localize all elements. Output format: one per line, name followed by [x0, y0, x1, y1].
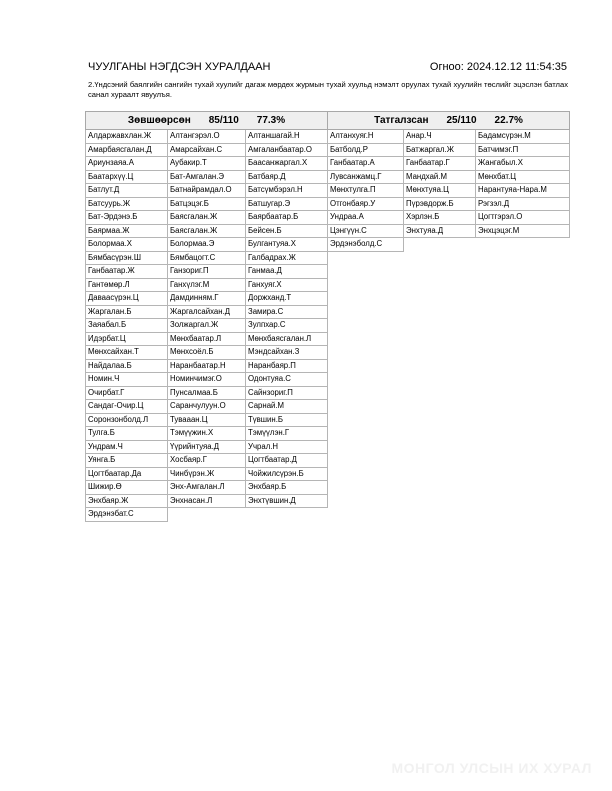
approved-header — [86, 112, 328, 130]
member-name: Баасанжаргал.Х — [246, 157, 328, 171]
member-name: Жангабыл.Х — [476, 157, 570, 171]
approved-names — [86, 130, 328, 522]
member-name: Сарнай.М — [246, 400, 328, 414]
member-name: Галбадрах.Ж — [246, 251, 328, 265]
member-name: Пунсалмаа.Б — [168, 386, 246, 400]
member-name: Номинчимэг.О — [168, 373, 246, 387]
member-name: Дамдинням.Г — [168, 292, 246, 306]
member-name: Бат-Эрдэнэ.Б — [86, 211, 168, 225]
member-name: Болормаа.Э — [168, 238, 246, 252]
name-row — [328, 184, 570, 198]
name-row — [86, 292, 328, 306]
member-name: Хосбаяр.Г — [168, 454, 246, 468]
member-name: Ганхүлэг.М — [168, 278, 246, 292]
empty-cell — [168, 508, 246, 522]
approved-label: Зөвшөөрсөн — [127, 115, 191, 126]
name-row — [86, 238, 328, 252]
member-name: Цэнгүүн.С — [328, 224, 404, 238]
rejected-label: Татгалзсан — [374, 115, 429, 126]
member-name: Нарантуяа-Нара.М — [476, 184, 570, 198]
name-row — [86, 413, 328, 427]
empty-cell — [404, 238, 476, 252]
member-name: Энхбаяр.Ж — [86, 494, 168, 508]
member-name: Лувсанжамц.Г — [328, 170, 404, 184]
name-row — [86, 346, 328, 360]
rejected-count: 25/110 — [446, 115, 477, 126]
approved-percent: 77.3% — [256, 115, 286, 126]
member-name: Ганзориг.П — [168, 265, 246, 279]
name-row — [86, 427, 328, 441]
member-name: Батцэцэг.Б — [168, 197, 246, 211]
member-name: Булгантуяа.Х — [246, 238, 328, 252]
empty-cell — [246, 508, 328, 522]
member-name: Идэрбат.Ц — [86, 332, 168, 346]
member-name: Ганмаа.Д — [246, 265, 328, 279]
name-row — [86, 373, 328, 387]
name-row — [86, 265, 328, 279]
member-name: Батжаргал.Ж — [404, 143, 476, 157]
member-name: Сайнзориг.П — [246, 386, 328, 400]
member-name: Энхтуяа.Д — [404, 224, 476, 238]
member-name: Бадамсүрэн.М — [476, 130, 570, 144]
name-row — [328, 130, 570, 144]
approved-header-row — [86, 112, 328, 130]
member-name: Учрал.Н — [246, 440, 328, 454]
rejected-header — [328, 112, 570, 130]
member-name: Ганбаатар.Г — [404, 157, 476, 171]
approved-count: 85/110 — [208, 115, 239, 126]
member-name: Аубакир.Т — [168, 157, 246, 171]
member-name: Даваасүрэн.Ц — [86, 292, 168, 306]
name-row — [86, 467, 328, 481]
member-name: Жаргалсайхан.Д — [168, 305, 246, 319]
vote-date: Огноо: 2024.12.12 11:54:35 — [429, 61, 567, 73]
session-title: ЧУУЛГАНЫ НЭГДСЭН ХУРАЛДААН — [88, 61, 271, 73]
name-row — [328, 211, 570, 225]
name-row — [86, 157, 328, 171]
member-name: Чойжилсүрэн.Б — [246, 467, 328, 481]
name-row — [86, 278, 328, 292]
name-row — [86, 400, 328, 414]
member-name: Сандаг-Очир.Ц — [86, 400, 168, 414]
name-row — [86, 184, 328, 198]
name-row — [86, 454, 328, 468]
member-name: Пүрэвдорж.Б — [404, 197, 476, 211]
member-name: Номин.Ч — [86, 373, 168, 387]
rejected-votes-table — [327, 111, 570, 252]
member-name: Одонтуяа.С — [246, 373, 328, 387]
document-header — [88, 61, 567, 73]
member-name: Үүрийнтуяа.Д — [168, 440, 246, 454]
member-name: Мөнхтуяа.Ц — [404, 184, 476, 198]
member-name: Ундрам.Ч — [86, 440, 168, 454]
member-name: Бямбацогт.С — [168, 251, 246, 265]
member-name: Энхтүвшин.Д — [246, 494, 328, 508]
name-row — [86, 508, 328, 522]
member-name: Мөнхбаатар.Л — [168, 332, 246, 346]
member-name: Мөнхсоёл.Б — [168, 346, 246, 360]
member-name: Бейсен.Б — [246, 224, 328, 238]
approved-votes-table — [85, 111, 328, 522]
member-name: Наранбаяр.П — [246, 359, 328, 373]
name-row — [86, 332, 328, 346]
member-name: Баясгалан.Ж — [168, 224, 246, 238]
member-name: Алтангэрэл.О — [168, 130, 246, 144]
member-name: Заяабал.Б — [86, 319, 168, 333]
member-name: Рэгзэл.Д — [476, 197, 570, 211]
member-name: Зулпхар.С — [246, 319, 328, 333]
member-name: Ганбаатар.А — [328, 157, 404, 171]
member-name: Алтанхуяг.Н — [328, 130, 404, 144]
member-name: Баясгалан.Ж — [168, 211, 246, 225]
name-row — [86, 130, 328, 144]
name-row — [328, 143, 570, 157]
member-name: Цогтгэрэл.О — [476, 211, 570, 225]
member-name: Батчимэг.П — [476, 143, 570, 157]
member-name: Батшугар.Э — [246, 197, 328, 211]
name-row — [86, 170, 328, 184]
member-name: Найдалаа.Б — [86, 359, 168, 373]
member-name: Бат-Амгалан.Э — [168, 170, 246, 184]
member-name: Гантөмөр.Л — [86, 278, 168, 292]
member-name: Ганхуяг.Х — [246, 278, 328, 292]
member-name: Мөнхбаясгалан.Л — [246, 332, 328, 346]
member-name: Шижир.Ө — [86, 481, 168, 495]
member-name: Батлут.Д — [86, 184, 168, 198]
member-name: Батсуурь.Ж — [86, 197, 168, 211]
name-row — [328, 238, 570, 252]
name-row — [86, 494, 328, 508]
member-name: Анар.Ч — [404, 130, 476, 144]
name-row — [86, 211, 328, 225]
member-name: Баярмаа.Ж — [86, 224, 168, 238]
member-name: Ариунзаяа.А — [86, 157, 168, 171]
agenda-description: 2.Үндсэний баялгийн сангийн тухай хуулийг дагаж мөрдөх журмын тухай хуульд нэмэлт оруулах тухай хуулийн төслийг эцэслэн батлах санал хураалт явуулъя. — [88, 80, 568, 99]
member-name: Тулга.Б — [86, 427, 168, 441]
member-name: Бямбасүрэн.Ш — [86, 251, 168, 265]
member-name: Цогтбаатар.Да — [86, 467, 168, 481]
member-name: Амгаланбаатар.О — [246, 143, 328, 157]
member-name: Ганбаатар.Ж — [86, 265, 168, 279]
member-name: Батнайрамдал.О — [168, 184, 246, 198]
member-name: Тувааан.Ц — [168, 413, 246, 427]
member-name: Баатархүү.Ц — [86, 170, 168, 184]
name-row — [328, 170, 570, 184]
member-name: Мөнхбат.Ц — [476, 170, 570, 184]
name-row — [86, 251, 328, 265]
name-row — [86, 386, 328, 400]
name-row — [86, 143, 328, 157]
member-name: Золжаргал.Ж — [168, 319, 246, 333]
name-row — [86, 224, 328, 238]
member-name: Батсүмбэрэл.Н — [246, 184, 328, 198]
member-name: Болормаа.Х — [86, 238, 168, 252]
name-row — [86, 440, 328, 454]
member-name: Баярбаатар.Б — [246, 211, 328, 225]
member-name: Чинбүрэн.Ж — [168, 467, 246, 481]
member-name: Ундраа.А — [328, 211, 404, 225]
rejected-names — [328, 130, 570, 252]
member-name: Батбаяр.Д — [246, 170, 328, 184]
parliament-watermark: МОНГОЛ УЛСЫН ИХ ХУРАЛ — [391, 760, 592, 776]
member-name: Алтаншагай.Н — [246, 130, 328, 144]
member-name: Соронзонболд.Л — [86, 413, 168, 427]
member-name: Мэндсайхан.З — [246, 346, 328, 360]
member-name: Очирбат.Г — [86, 386, 168, 400]
name-row — [328, 224, 570, 238]
rejected-percent: 22.7% — [494, 115, 523, 126]
name-row — [328, 197, 570, 211]
member-name: Амарбаясгалан.Д — [86, 143, 168, 157]
member-name: Замира.С — [246, 305, 328, 319]
member-name: Эрдэнэбат.С — [86, 508, 168, 522]
member-name: Энх-Амгалан.Л — [168, 481, 246, 495]
empty-cell — [476, 238, 570, 252]
member-name: Энхбаяр.Б — [246, 481, 328, 495]
member-name: Отгонбаяр.У — [328, 197, 404, 211]
member-name: Энхнасан.Л — [168, 494, 246, 508]
member-name: Тэмүүжин.Х — [168, 427, 246, 441]
member-name: Энхцэцэг.М — [476, 224, 570, 238]
member-name: Мөнхтулга.П — [328, 184, 404, 198]
member-name: Наранбаатар.Н — [168, 359, 246, 373]
name-row — [328, 157, 570, 171]
member-name: Мөнхсайхан.Т — [86, 346, 168, 360]
rejected-header-row — [328, 112, 570, 130]
member-name: Тэмүүлэн.Г — [246, 427, 328, 441]
member-name: Мандхай.М — [404, 170, 476, 184]
name-row — [86, 359, 328, 373]
name-row — [86, 319, 328, 333]
member-name: Хэрлэн.Б — [404, 211, 476, 225]
member-name: Батболд.Р — [328, 143, 404, 157]
member-name: Түвшин.Б — [246, 413, 328, 427]
name-row — [86, 197, 328, 211]
member-name: Уянга.Б — [86, 454, 168, 468]
member-name: Эрдэнэболд.С — [328, 238, 404, 252]
member-name: Саранчулуун.О — [168, 400, 246, 414]
member-name: Амарсайхан.С — [168, 143, 246, 157]
name-row — [86, 481, 328, 495]
member-name: Цогтбаатар.Д — [246, 454, 328, 468]
member-name: Жаргалан.Б — [86, 305, 168, 319]
member-name: Алдаржавхлан.Ж — [86, 130, 168, 144]
member-name: Доржханд.Т — [246, 292, 328, 306]
name-row — [86, 305, 328, 319]
